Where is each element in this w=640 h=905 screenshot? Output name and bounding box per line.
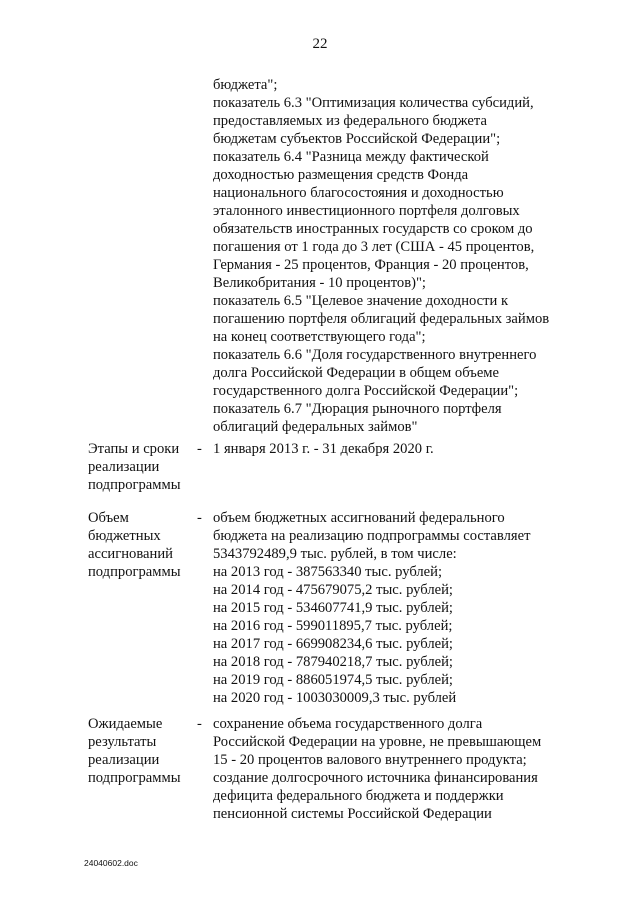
budget-value: на 2017 год - 669908234,6 тыс. рублей; — [213, 636, 453, 652]
budget-label: Объем — [88, 510, 129, 526]
indicators-line: показатель 6.7 "Дюрация рыночного портфеля — [213, 401, 502, 417]
budget-value: 5343792489,9 тыс. рублей, в том числе: — [213, 546, 457, 562]
indicators-line: погашению портфеля облигаций федеральных займов — [213, 311, 550, 327]
indicators-line: долга Российской Федерации в общем объеме — [213, 365, 500, 381]
budget-value: на 2015 год - 534607741,9 тыс. рублей; — [213, 600, 453, 616]
results-value: пенсионной системы Российской Федерации — [213, 806, 492, 822]
indicators-line: показатель 6.5 "Целевое значение доходности к — [213, 293, 509, 309]
indicators-line: Германия - 25 процентов, Франция - 20 процентов, — [213, 257, 529, 273]
page-number: 22 — [312, 36, 328, 52]
budget-label: ассигнований — [88, 546, 173, 562]
indicators-line: бюджета"; — [213, 77, 278, 93]
budget-label: бюджетных — [88, 528, 161, 544]
indicators-line: показатель 6.4 "Разница между фактической — [213, 149, 489, 165]
stages-dash: - — [197, 441, 202, 457]
indicators-line: показатель 6.6 "Доля государственного внутреннего — [213, 347, 537, 363]
indicators-line: Великобритания - 10 процентов)"; — [213, 275, 426, 291]
indicators-line: эталонного инвестиционного портфеля долговых — [213, 203, 520, 219]
results-value: 15 - 20 процентов валового внутреннего продукта; — [213, 752, 527, 768]
results-value: дефицита федерального бюджета и поддержки — [213, 788, 504, 804]
indicators-line: показатель 6.3 "Оптимизация количества субсидий, — [213, 95, 534, 111]
budget-value: на 2014 год - 475679075,2 тыс. рублей; — [213, 582, 453, 598]
results-label: подпрограммы — [88, 770, 181, 786]
budget-label: подпрограммы — [88, 564, 181, 580]
indicators-line: доходностью размещения средств Фонда — [213, 167, 469, 183]
budget-value: на 2016 год - 599011895,7 тыс. рублей; — [213, 618, 453, 634]
footer-filename: 24040602.doc — [84, 858, 138, 868]
results-value: Российской Федерации на уровне, не превышающем — [213, 734, 542, 750]
budget-value: бюджета на реализацию подпрограммы составляет — [213, 528, 531, 544]
stages-label: реализации — [88, 459, 160, 475]
results-dash: - — [197, 716, 202, 732]
results-value: сохранение объема государственного долга — [213, 716, 483, 732]
stages-label: Этапы и сроки — [88, 441, 180, 457]
results-label: результаты — [88, 734, 157, 750]
stages-label: подпрограммы — [88, 477, 181, 493]
indicators-line: государственного долга Российской Федерации"; — [213, 383, 519, 399]
budget-value: на 2013 год - 387563340 тыс. рублей; — [213, 564, 443, 580]
indicators-line: на конец соответствующего года"; — [213, 329, 426, 345]
budget-value: на 2018 год - 787940218,7 тыс. рублей; — [213, 654, 453, 670]
budget-dash: - — [197, 510, 202, 526]
indicators-line: национального благосостояния и доходностью — [213, 185, 504, 201]
indicators-line: предоставляемых из федерального бюджета — [213, 113, 487, 129]
budget-value: на 2020 год - 1003030009,3 тыс. рублей — [213, 690, 457, 706]
results-label: Ожидаемые — [88, 716, 163, 732]
results-label: реализации — [88, 752, 160, 768]
budget-value: на 2019 год - 886051974,5 тыс. рублей; — [213, 672, 453, 688]
indicators-line: погашения от 1 года до 3 лет (США - 45 процентов, — [213, 239, 535, 255]
indicators-line: бюджетам субъектов Российской Федерации"; — [213, 131, 501, 147]
indicators-line: обязательств иностранных государств со сроком до — [213, 221, 533, 237]
budget-value: объем бюджетных ассигнований федерального — [213, 510, 505, 526]
results-value: создание долгосрочного источника финансирования — [213, 770, 538, 786]
indicators-line: облигаций федеральных займов" — [213, 419, 418, 435]
stages-value: 1 января 2013 г. - 31 декабря 2020 г. — [213, 441, 434, 457]
